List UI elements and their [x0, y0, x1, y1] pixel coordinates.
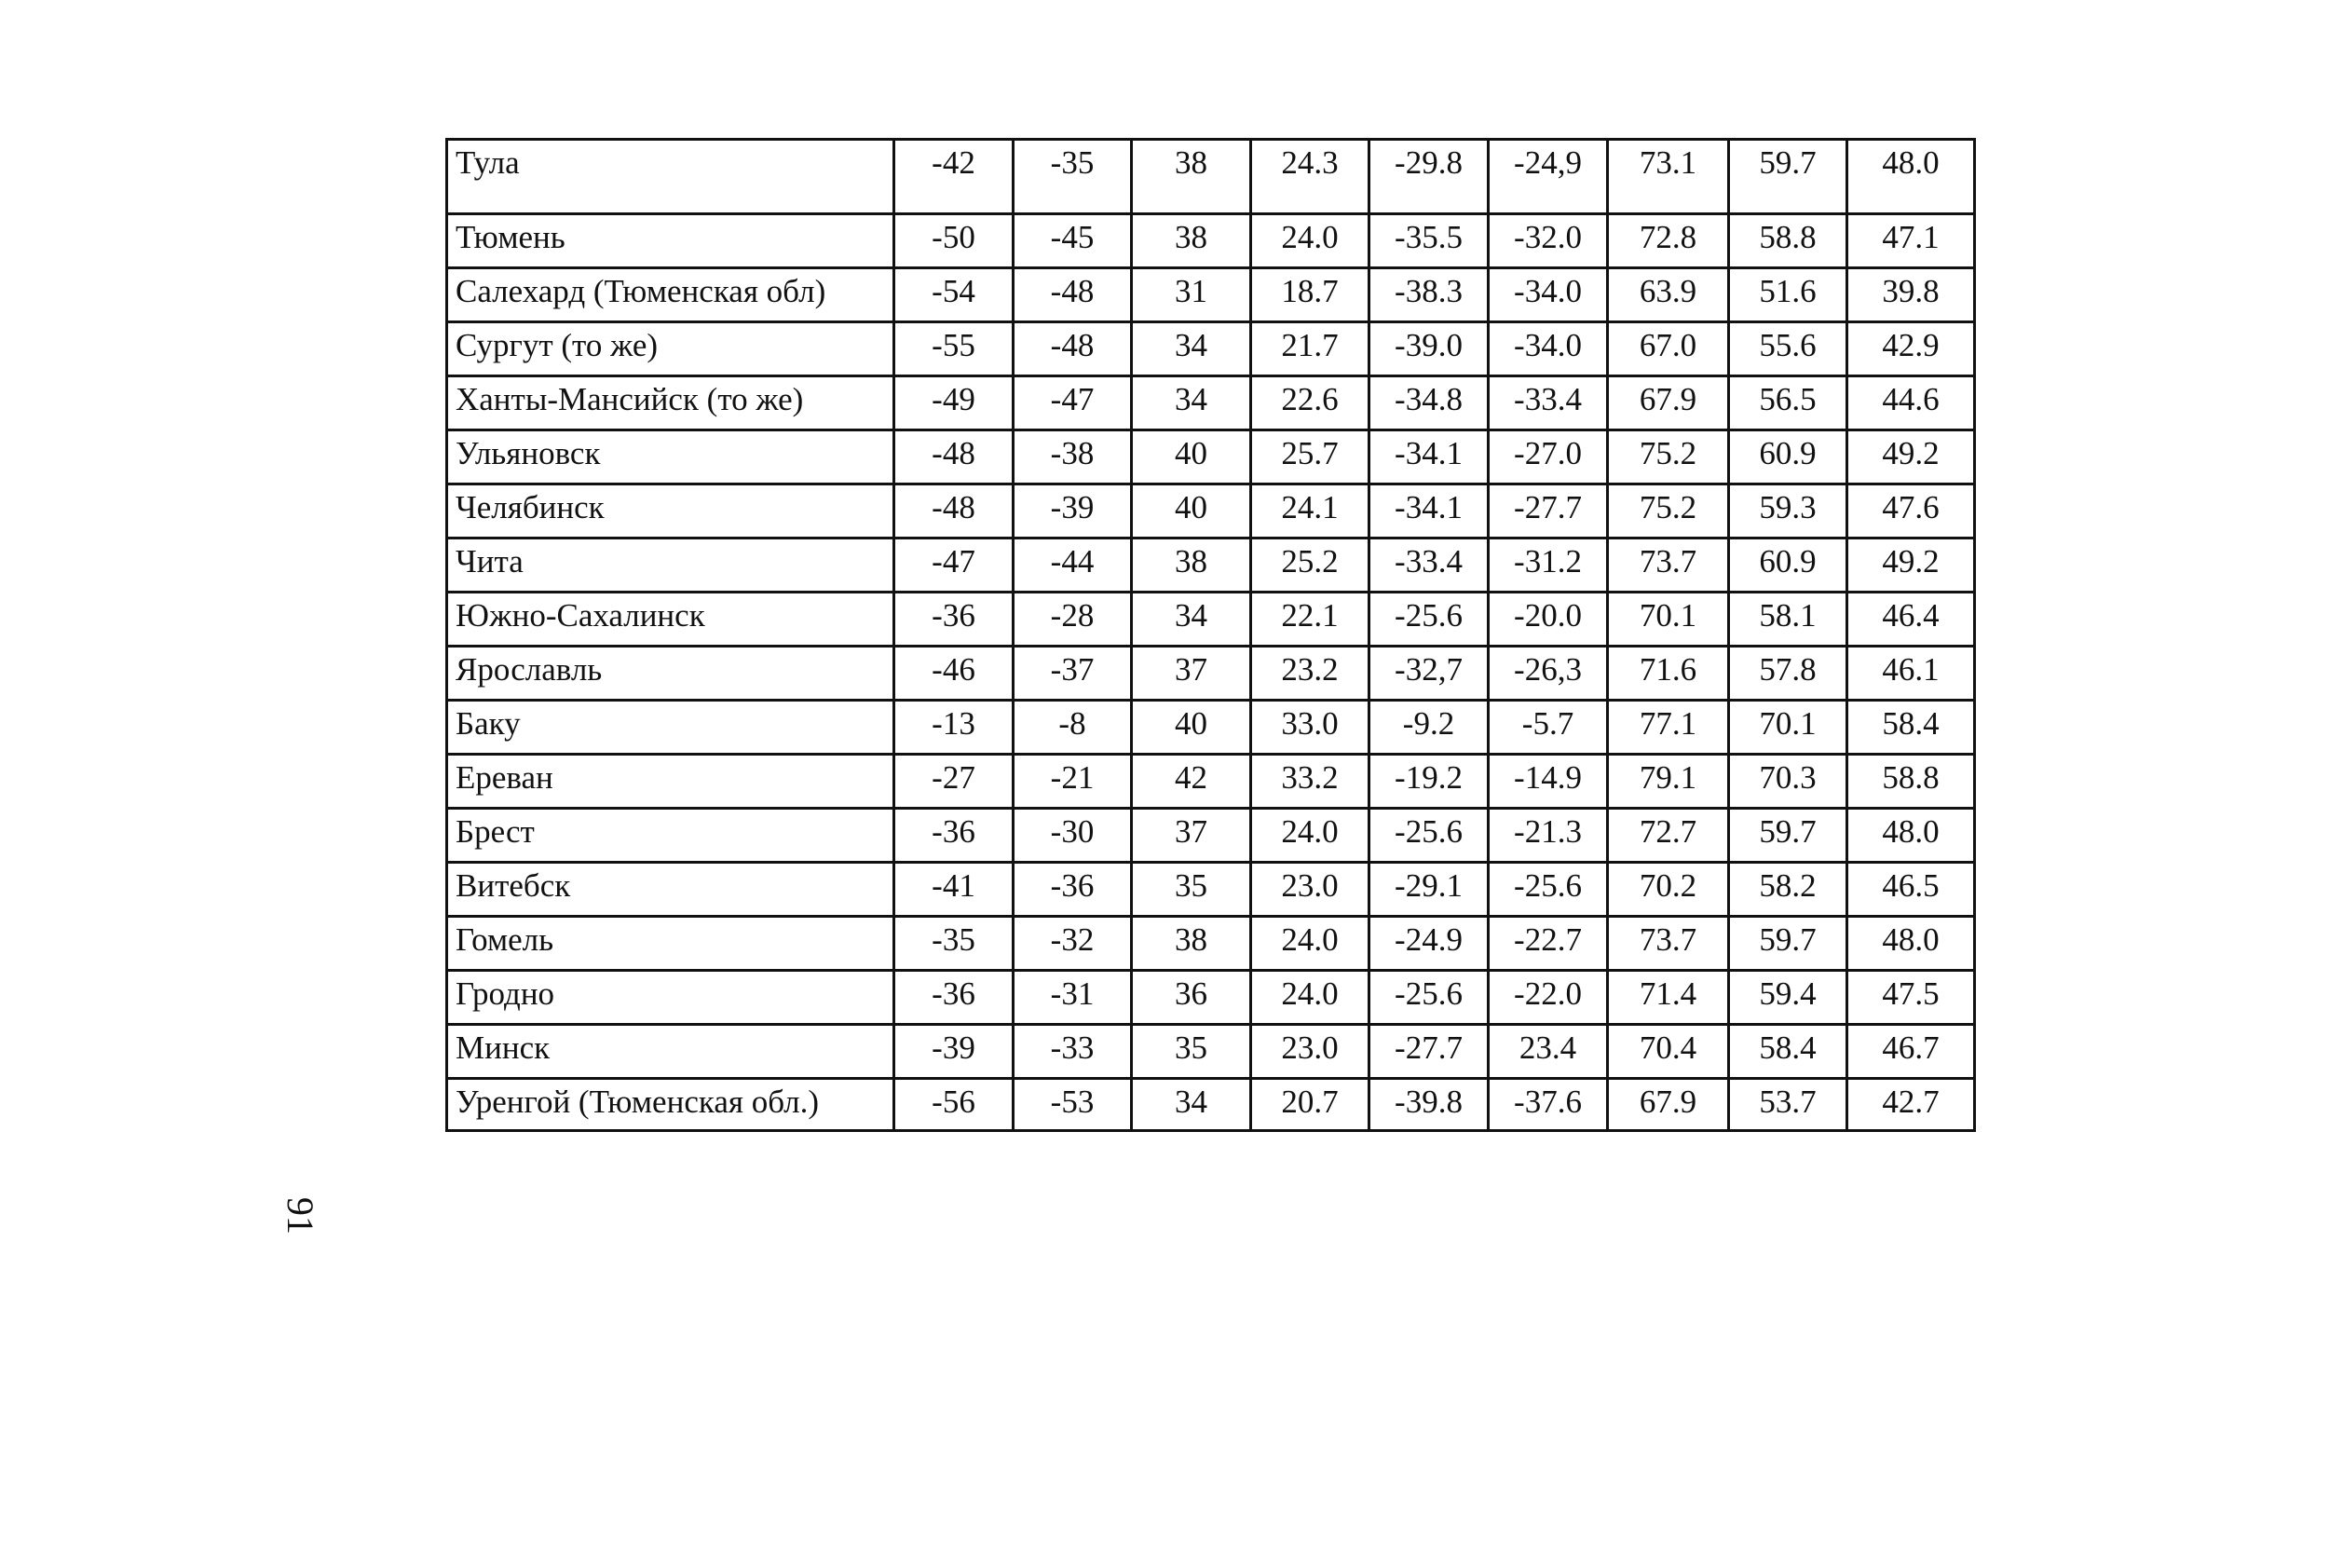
table-row — [447, 140, 1975, 214]
city-name-cell: Сургут (то же) — [447, 322, 894, 376]
value-cell-col-6: -20.0 — [1489, 593, 1608, 647]
value-cell-col-8: 60.9 — [1729, 430, 1847, 484]
table-body — [447, 140, 1975, 1131]
value-cell-col-9: 58.8 — [1847, 755, 1975, 809]
value-cell-col-4: 23.0 — [1251, 1025, 1369, 1079]
value-cell-col-5: -25.6 — [1369, 971, 1489, 1025]
value-cell-col-5: -34.1 — [1369, 430, 1489, 484]
value-cell-col-4: 24.1 — [1251, 484, 1369, 539]
value-cell-col-6: -25.6 — [1489, 863, 1608, 917]
value-cell-col-3: 34 — [1132, 322, 1251, 376]
table-row — [447, 376, 1975, 430]
value-cell-col-9: 47.6 — [1847, 484, 1975, 539]
value-cell-col-4: 24.3 — [1251, 140, 1369, 214]
value-cell-col-2: -8 — [1014, 701, 1132, 755]
value-cell-col-7: 79.1 — [1608, 755, 1729, 809]
value-cell-col-4: 24.0 — [1251, 214, 1369, 268]
table-row — [447, 647, 1975, 701]
city-name-cell: Уренгой (Тюменская обл.) — [447, 1079, 894, 1131]
value-cell-col-7: 70.2 — [1608, 863, 1729, 917]
value-cell-col-7: 77.1 — [1608, 701, 1729, 755]
table-row — [447, 268, 1975, 322]
value-cell-col-2: -33 — [1014, 1025, 1132, 1079]
value-cell-col-2: -36 — [1014, 863, 1132, 917]
value-cell-col-2: -53 — [1014, 1079, 1132, 1131]
value-cell-col-3: 40 — [1132, 701, 1251, 755]
value-cell-col-9: 46.4 — [1847, 593, 1975, 647]
value-cell-col-7: 75.2 — [1608, 484, 1729, 539]
value-cell-col-5: -27.7 — [1369, 1025, 1489, 1079]
value-cell-col-2: -35 — [1014, 140, 1132, 214]
value-cell-col-9: 49.2 — [1847, 430, 1975, 484]
value-cell-col-6: -24,9 — [1489, 140, 1608, 214]
value-cell-col-1: -49 — [894, 376, 1014, 430]
value-cell-col-1: -39 — [894, 1025, 1014, 1079]
value-cell-col-2: -28 — [1014, 593, 1132, 647]
value-cell-col-1: -56 — [894, 1079, 1014, 1131]
value-cell-col-2: -47 — [1014, 376, 1132, 430]
value-cell-col-8: 56.5 — [1729, 376, 1847, 430]
city-name-cell: Челябинск — [447, 484, 894, 539]
value-cell-col-6: -34.0 — [1489, 268, 1608, 322]
city-name-cell: Ярославль — [447, 647, 894, 701]
value-cell-col-7: 73.7 — [1608, 917, 1729, 971]
value-cell-col-7: 67.9 — [1608, 376, 1729, 430]
value-cell-col-6: 23.4 — [1489, 1025, 1608, 1079]
value-cell-col-8: 59.4 — [1729, 971, 1847, 1025]
value-cell-col-5: -39.0 — [1369, 322, 1489, 376]
value-cell-col-8: 58.1 — [1729, 593, 1847, 647]
value-cell-col-6: -34.0 — [1489, 322, 1608, 376]
value-cell-col-9: 42.7 — [1847, 1079, 1975, 1131]
table-row — [447, 322, 1975, 376]
value-cell-col-3: 38 — [1132, 214, 1251, 268]
table-row — [447, 863, 1975, 917]
value-cell-col-9: 44.6 — [1847, 376, 1975, 430]
value-cell-col-9: 49.2 — [1847, 539, 1975, 593]
value-cell-col-9: 47.5 — [1847, 971, 1975, 1025]
value-cell-col-4: 22.1 — [1251, 593, 1369, 647]
value-cell-col-3: 40 — [1132, 484, 1251, 539]
city-name-cell: Южно-Сахалинск — [447, 593, 894, 647]
value-cell-col-5: -25.6 — [1369, 593, 1489, 647]
value-cell-col-3: 35 — [1132, 863, 1251, 917]
value-cell-col-5: -29.1 — [1369, 863, 1489, 917]
value-cell-col-3: 36 — [1132, 971, 1251, 1025]
value-cell-col-4: 18.7 — [1251, 268, 1369, 322]
value-cell-col-6: -27.7 — [1489, 484, 1608, 539]
value-cell-col-1: -47 — [894, 539, 1014, 593]
value-cell-col-5: -25.6 — [1369, 809, 1489, 863]
value-cell-col-5: -39.8 — [1369, 1079, 1489, 1131]
value-cell-col-7: 70.1 — [1608, 593, 1729, 647]
value-cell-col-3: 38 — [1132, 539, 1251, 593]
table-row — [447, 1025, 1975, 1079]
table-row — [447, 430, 1975, 484]
table-row — [447, 539, 1975, 593]
value-cell-col-2: -32 — [1014, 917, 1132, 971]
city-name-cell: Витебск — [447, 863, 894, 917]
value-cell-col-2: -39 — [1014, 484, 1132, 539]
value-cell-col-4: 21.7 — [1251, 322, 1369, 376]
city-name-cell: Ульяновск — [447, 430, 894, 484]
value-cell-col-9: 46.5 — [1847, 863, 1975, 917]
value-cell-col-9: 48.0 — [1847, 140, 1975, 214]
value-cell-col-2: -48 — [1014, 268, 1132, 322]
value-cell-col-2: -30 — [1014, 809, 1132, 863]
value-cell-col-3: 31 — [1132, 268, 1251, 322]
value-cell-col-7: 63.9 — [1608, 268, 1729, 322]
city-name-cell: Ханты-Мансийск (то же) — [447, 376, 894, 430]
city-name-cell: Ереван — [447, 755, 894, 809]
value-cell-col-4: 24.0 — [1251, 917, 1369, 971]
value-cell-col-2: -37 — [1014, 647, 1132, 701]
value-cell-col-4: 24.0 — [1251, 809, 1369, 863]
value-cell-col-1: -41 — [894, 863, 1014, 917]
table-row — [447, 701, 1975, 755]
value-cell-col-1: -48 — [894, 430, 1014, 484]
value-cell-col-9: 39.8 — [1847, 268, 1975, 322]
city-name-cell: Баку — [447, 701, 894, 755]
value-cell-col-1: -50 — [894, 214, 1014, 268]
value-cell-col-1: -13 — [894, 701, 1014, 755]
value-cell-col-8: 59.7 — [1729, 917, 1847, 971]
value-cell-col-2: -38 — [1014, 430, 1132, 484]
city-name-cell: Салехард (Тюменская обл) — [447, 268, 894, 322]
value-cell-col-6: -5.7 — [1489, 701, 1608, 755]
city-name-cell: Брест — [447, 809, 894, 863]
value-cell-col-8: 58.8 — [1729, 214, 1847, 268]
value-cell-col-3: 34 — [1132, 1079, 1251, 1131]
table-row — [447, 593, 1975, 647]
value-cell-col-7: 73.7 — [1608, 539, 1729, 593]
value-cell-col-4: 25.2 — [1251, 539, 1369, 593]
value-cell-col-7: 67.0 — [1608, 322, 1729, 376]
value-cell-col-6: -33.4 — [1489, 376, 1608, 430]
value-cell-col-2: -21 — [1014, 755, 1132, 809]
value-cell-col-9: 47.1 — [1847, 214, 1975, 268]
table-row — [447, 755, 1975, 809]
value-cell-col-8: 58.2 — [1729, 863, 1847, 917]
value-cell-col-4: 20.7 — [1251, 1079, 1369, 1131]
value-cell-col-8: 59.7 — [1729, 809, 1847, 863]
value-cell-col-5: -38.3 — [1369, 268, 1489, 322]
value-cell-col-4: 33.0 — [1251, 701, 1369, 755]
value-cell-col-2: -44 — [1014, 539, 1132, 593]
value-cell-col-9: 48.0 — [1847, 809, 1975, 863]
value-cell-col-7: 70.4 — [1608, 1025, 1729, 1079]
value-cell-col-1: -55 — [894, 322, 1014, 376]
value-cell-col-8: 59.3 — [1729, 484, 1847, 539]
value-cell-col-9: 48.0 — [1847, 917, 1975, 971]
value-cell-col-4: 33.2 — [1251, 755, 1369, 809]
value-cell-col-1: -36 — [894, 593, 1014, 647]
value-cell-col-5: -29.8 — [1369, 140, 1489, 214]
table-row — [447, 214, 1975, 268]
value-cell-col-7: 67.9 — [1608, 1079, 1729, 1131]
value-cell-col-3: 40 — [1132, 430, 1251, 484]
city-name-cell: Тула — [447, 140, 894, 214]
value-cell-col-1: -27 — [894, 755, 1014, 809]
value-cell-col-1: -48 — [894, 484, 1014, 539]
climate-data-table — [445, 138, 1976, 1132]
value-cell-col-6: -22.0 — [1489, 971, 1608, 1025]
value-cell-col-8: 70.3 — [1729, 755, 1847, 809]
city-name-cell: Тюмень — [447, 214, 894, 268]
value-cell-col-5: -9.2 — [1369, 701, 1489, 755]
value-cell-col-7: 71.6 — [1608, 647, 1729, 701]
city-name-cell: Гродно — [447, 971, 894, 1025]
value-cell-col-3: 34 — [1132, 376, 1251, 430]
value-cell-col-1: -54 — [894, 268, 1014, 322]
value-cell-col-6: -31.2 — [1489, 539, 1608, 593]
page-number: 91 — [279, 1197, 321, 1234]
value-cell-col-4: 25.7 — [1251, 430, 1369, 484]
value-cell-col-4: 23.2 — [1251, 647, 1369, 701]
value-cell-col-7: 72.7 — [1608, 809, 1729, 863]
value-cell-col-1: -35 — [894, 917, 1014, 971]
value-cell-col-5: -34.1 — [1369, 484, 1489, 539]
value-cell-col-9: 58.4 — [1847, 701, 1975, 755]
value-cell-col-4: 23.0 — [1251, 863, 1369, 917]
value-cell-col-5: -19.2 — [1369, 755, 1489, 809]
value-cell-col-8: 57.8 — [1729, 647, 1847, 701]
value-cell-col-1: -36 — [894, 809, 1014, 863]
value-cell-col-2: -48 — [1014, 322, 1132, 376]
value-cell-col-7: 73.1 — [1608, 140, 1729, 214]
value-cell-col-7: 72.8 — [1608, 214, 1729, 268]
value-cell-col-1: -36 — [894, 971, 1014, 1025]
value-cell-col-7: 75.2 — [1608, 430, 1729, 484]
value-cell-col-6: -22.7 — [1489, 917, 1608, 971]
value-cell-col-6: -37.6 — [1489, 1079, 1608, 1131]
table-row — [447, 484, 1975, 539]
value-cell-col-5: -34.8 — [1369, 376, 1489, 430]
value-cell-col-8: 58.4 — [1729, 1025, 1847, 1079]
value-cell-col-3: 34 — [1132, 593, 1251, 647]
table-row — [447, 917, 1975, 971]
value-cell-col-3: 42 — [1132, 755, 1251, 809]
value-cell-col-8: 70.1 — [1729, 701, 1847, 755]
value-cell-col-3: 38 — [1132, 917, 1251, 971]
value-cell-col-3: 35 — [1132, 1025, 1251, 1079]
value-cell-col-6: -27.0 — [1489, 430, 1608, 484]
value-cell-col-3: 37 — [1132, 809, 1251, 863]
value-cell-col-6: -26,3 — [1489, 647, 1608, 701]
value-cell-col-5: -32,7 — [1369, 647, 1489, 701]
table-row — [447, 1079, 1975, 1131]
value-cell-col-6: -32.0 — [1489, 214, 1608, 268]
value-cell-col-6: -21.3 — [1489, 809, 1608, 863]
value-cell-col-9: 42.9 — [1847, 322, 1975, 376]
value-cell-col-3: 38 — [1132, 140, 1251, 214]
city-name-cell: Чита — [447, 539, 894, 593]
value-cell-col-2: -31 — [1014, 971, 1132, 1025]
value-cell-col-4: 24.0 — [1251, 971, 1369, 1025]
value-cell-col-8: 59.7 — [1729, 140, 1847, 214]
value-cell-col-5: -35.5 — [1369, 214, 1489, 268]
value-cell-col-8: 60.9 — [1729, 539, 1847, 593]
value-cell-col-9: 46.1 — [1847, 647, 1975, 701]
value-cell-col-5: -33.4 — [1369, 539, 1489, 593]
value-cell-col-9: 46.7 — [1847, 1025, 1975, 1079]
table-row — [447, 809, 1975, 863]
value-cell-col-1: -46 — [894, 647, 1014, 701]
value-cell-col-4: 22.6 — [1251, 376, 1369, 430]
value-cell-col-7: 71.4 — [1608, 971, 1729, 1025]
value-cell-col-5: -24.9 — [1369, 917, 1489, 971]
city-name-cell: Минск — [447, 1025, 894, 1079]
table-row — [447, 971, 1975, 1025]
value-cell-col-8: 51.6 — [1729, 268, 1847, 322]
value-cell-col-3: 37 — [1132, 647, 1251, 701]
value-cell-col-8: 53.7 — [1729, 1079, 1847, 1131]
value-cell-col-6: -14.9 — [1489, 755, 1608, 809]
value-cell-col-8: 55.6 — [1729, 322, 1847, 376]
city-name-cell: Гомель — [447, 917, 894, 971]
value-cell-col-2: -45 — [1014, 214, 1132, 268]
value-cell-col-1: -42 — [894, 140, 1014, 214]
